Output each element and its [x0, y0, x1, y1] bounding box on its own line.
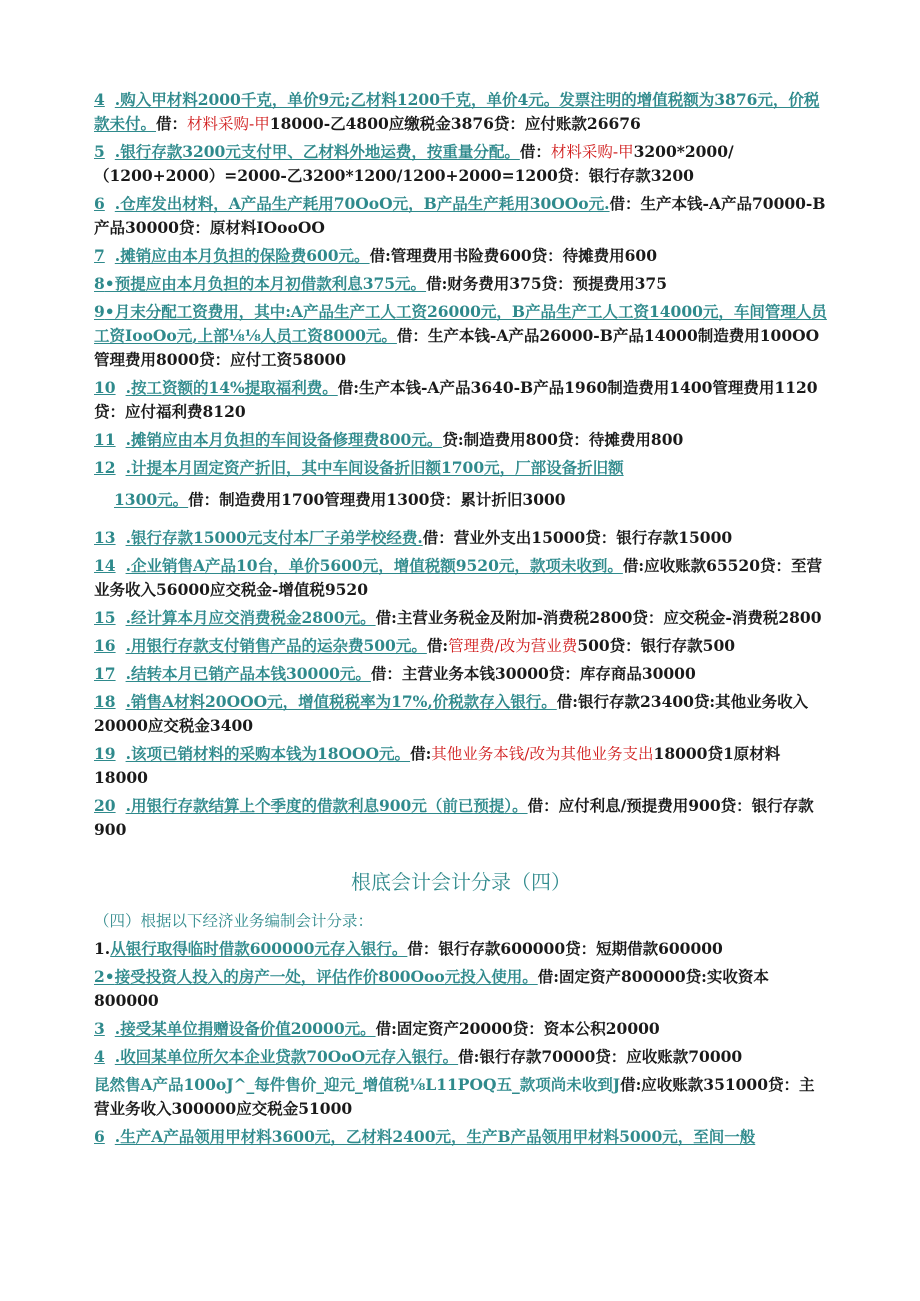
entry-journal: 500贷：银行存款500: [577, 636, 736, 655]
entry-9: [94, 300, 828, 372]
entry-description: .计提本月固定资产折旧，其中车间设备折旧额1700元，厂部设备折旧额: [125, 458, 624, 477]
entry-journal: 借:应收账款351000贷：主营业务收入300000应交税金51000: [94, 1075, 815, 1118]
entry-description: .仓库发出材料，A产品生产耗用70OoO元，B产品生产耗用30OOo元.: [114, 194, 610, 213]
entry-7: [94, 244, 828, 268]
entry-number: 6: [94, 1127, 105, 1146]
entry-c-4: [94, 1045, 828, 1069]
entry-description: .经计算本月应交消费税金2800元。: [125, 608, 376, 627]
entry-description: .企业销售A产品10台，单价5600元，增值税额9520元，款项未收到。: [125, 556, 623, 575]
entry-description: .该项已销材料的采购本钱为18OOO元。: [125, 744, 411, 763]
entry-number: 12: [94, 458, 116, 477]
entry-correction: 其他业务本钱/改为其他业务支出: [431, 745, 654, 763]
entry-journal: 借:银行存款23400贷:其他业务收入20000应交税金3400: [94, 692, 809, 735]
section-intro: （四）根据以下经济业务编制会计分录：: [94, 912, 374, 930]
entry-15: [94, 606, 828, 630]
entry-description: 接受投资人投入的房产一处，评估作价800Ooo元投入使用。: [114, 967, 538, 986]
entry-c-1: [94, 937, 828, 961]
entries-group-b: [94, 526, 828, 842]
entry-number: 3: [94, 1019, 105, 1038]
entry-correction: 管理费/改为营业费: [448, 637, 578, 655]
entry-description: 1300元。: [114, 490, 189, 509]
entry-6: [94, 192, 828, 240]
entry-journal: 借：银行存款600000贷：短期借款600000: [407, 939, 723, 958]
entry-number: 19: [94, 744, 116, 763]
entry-5: [94, 140, 828, 188]
entry-16: [94, 634, 828, 658]
entry-description: .按工资额的14%提取福利费。: [125, 378, 338, 397]
entry-journal: 借:银行存款70000贷：应收账款70000: [458, 1047, 743, 1066]
entry-description: .生产A产品领用甲材料3600元，乙材料2400元，生产B产品领用甲材料5000元，至间一般: [114, 1127, 756, 1146]
entry-14: [94, 554, 828, 602]
entry-number: 9: [94, 302, 105, 321]
entry-number: 6: [94, 194, 105, 213]
entry-description: .接受某单位捐赠设备价值20000元。: [114, 1019, 376, 1038]
entry-description: .摊销应由本月负担的车间设备修理费800元。: [125, 430, 443, 449]
entry-description: 从银行取得临时借款600000元存入银行。: [110, 939, 408, 958]
entry-correction: 材料采购-甲: [187, 115, 270, 133]
entry-journal: 3200*2000/（1200+2000）=2000-乙3200*1200/1200+2000=1200贷：银行存款3200: [94, 142, 734, 185]
entry-description: .银行存款3200元支付甲、乙材料外地运费，按重量分配。: [114, 142, 520, 161]
entry-description: 昆然售A产品100oJ^_每件售价_迎元_增值税⅛L11POQ五_款项尚未收到J: [94, 1075, 621, 1094]
entry-c-5: [94, 1073, 828, 1121]
entry-journal: 借:固定资产20000贷：资本公积20000: [375, 1019, 660, 1038]
entry-description: •预提应由本月负担的本月初借款利息375元。: [104, 274, 427, 293]
entry-debit-prefix: 借：: [519, 142, 551, 161]
entries-group-c: [94, 937, 828, 1149]
entry-c-2: [94, 965, 828, 1013]
entry-number: 18: [94, 692, 116, 711]
entry-10: [94, 376, 828, 424]
entry-c-6: [94, 1125, 828, 1149]
entry-18: [94, 690, 828, 738]
entry-journal: 借：制造费用1700管理费用1300贷：累计折旧3000: [188, 490, 566, 509]
entry-description: .用银行存款结算上个季度的借款利息900元（前已预提）。: [125, 796, 528, 815]
entry-c-3: [94, 1017, 828, 1041]
entry-description: .收回某单位所欠本企业贷款70OoO元存入银行。: [114, 1047, 459, 1066]
entry-number: 7: [94, 246, 105, 265]
entry-12: [94, 456, 828, 480]
entry-journal: 贷:制造费用800贷：待摊费用800: [442, 430, 684, 449]
entry-journal: 借:主营业务税金及附加-消费税2800贷：应交税金-消费税2800: [375, 608, 822, 627]
entry-correction: 材料采购-甲: [550, 143, 634, 161]
entry-journal: 借:生产本钱-A产品3640-B产品1960制造费用1400管理费用1120贷：应付福利费8120: [94, 378, 818, 421]
entry-description: .销售A材料20OOO元，增值税税率为17%,价税款存入银行。: [125, 692, 557, 711]
entry-number: 20: [94, 796, 116, 815]
entry-journal: 借：生产本钱-A产品70000-B产品30000贷：原材料IOooOO: [94, 194, 826, 237]
section-title: 根底会计会计分录（四）: [351, 870, 571, 894]
entry-number: 1.: [94, 939, 111, 958]
entry-description: .用银行存款支付销售产品的运杂费500元。: [125, 636, 427, 655]
entry-description: .银行存款15000元支付本厂子弟学校经费.: [125, 528, 423, 547]
entry-number: 8: [94, 274, 105, 293]
entry-13: [94, 526, 828, 550]
entry-number: 4: [94, 90, 105, 109]
entry-debit-prefix: 借:: [410, 744, 432, 763]
entry-17: [94, 662, 828, 686]
entry-description: .购入甲材料2000千克，单价9元;乙材料1200千克，单价4元。发票注明的增值税额为3876元，价税款未付。: [94, 90, 820, 133]
entry-number: 14: [94, 556, 116, 575]
entry-number: 15: [94, 608, 116, 627]
entry-journal: 借：营业外支出15000贷：银行存款15000: [422, 528, 733, 547]
entry-journal: 18000-乙4800应缴税金3876贷：应付账款26676: [269, 114, 641, 133]
entry-debit-prefix: 借：: [156, 114, 188, 133]
entry-20: [94, 794, 828, 842]
entry-journal: 借:财务费用375贷：预提费用375: [426, 274, 667, 293]
entry-number: 10: [94, 378, 116, 397]
entry-description: .结转本月已销产品本钱30000元。: [125, 664, 371, 683]
entry-number: 13: [94, 528, 116, 547]
entry-number: 2•: [94, 967, 115, 986]
entry-19: [94, 742, 828, 790]
entries-group-a: [94, 88, 828, 512]
entry-journal: 借：生产本钱-A产品26000-B产品14000制造费用100OO管理费用8000贷：应付工资58000: [94, 326, 820, 369]
entry-11: [94, 428, 828, 452]
entry-number: 17: [94, 664, 116, 683]
entry-8: [94, 272, 828, 296]
entry-number: 11: [94, 430, 116, 449]
entry-journal: 借：主营业务本钱30000贷：库存商品30000: [370, 664, 696, 683]
entry-number: 5: [94, 142, 105, 161]
entry-journal: 借:应收账款65520贷：至营业务收入56000应交税金-增值税9520: [94, 556, 823, 599]
entry-debit-prefix: 借:: [426, 636, 449, 655]
entry-description: .摊销应由本月负担的保险费600元。: [114, 246, 370, 265]
entry-12-continued: [94, 488, 828, 512]
entry-4: [94, 88, 828, 136]
entry-journal: 借:固定资产800000贷:实收资本800000: [94, 967, 769, 1010]
entry-description: •月末分配工资费用，其中:A产品生产工人工资26000元，B产品生产工人工资14000元，车间管理人员工资IooOo元,上部⅛⅛人员工资8000元。: [94, 302, 827, 345]
entry-journal: 借:管理费用书险费600贷：待摊费用600: [369, 246, 657, 265]
entry-journal: 借：应付利息/预提费用900贷：银行存款900: [94, 796, 814, 839]
entry-number: 16: [94, 636, 116, 655]
entry-journal: 18000贷1原材料18000: [94, 744, 781, 787]
entry-number: 4: [94, 1047, 105, 1066]
